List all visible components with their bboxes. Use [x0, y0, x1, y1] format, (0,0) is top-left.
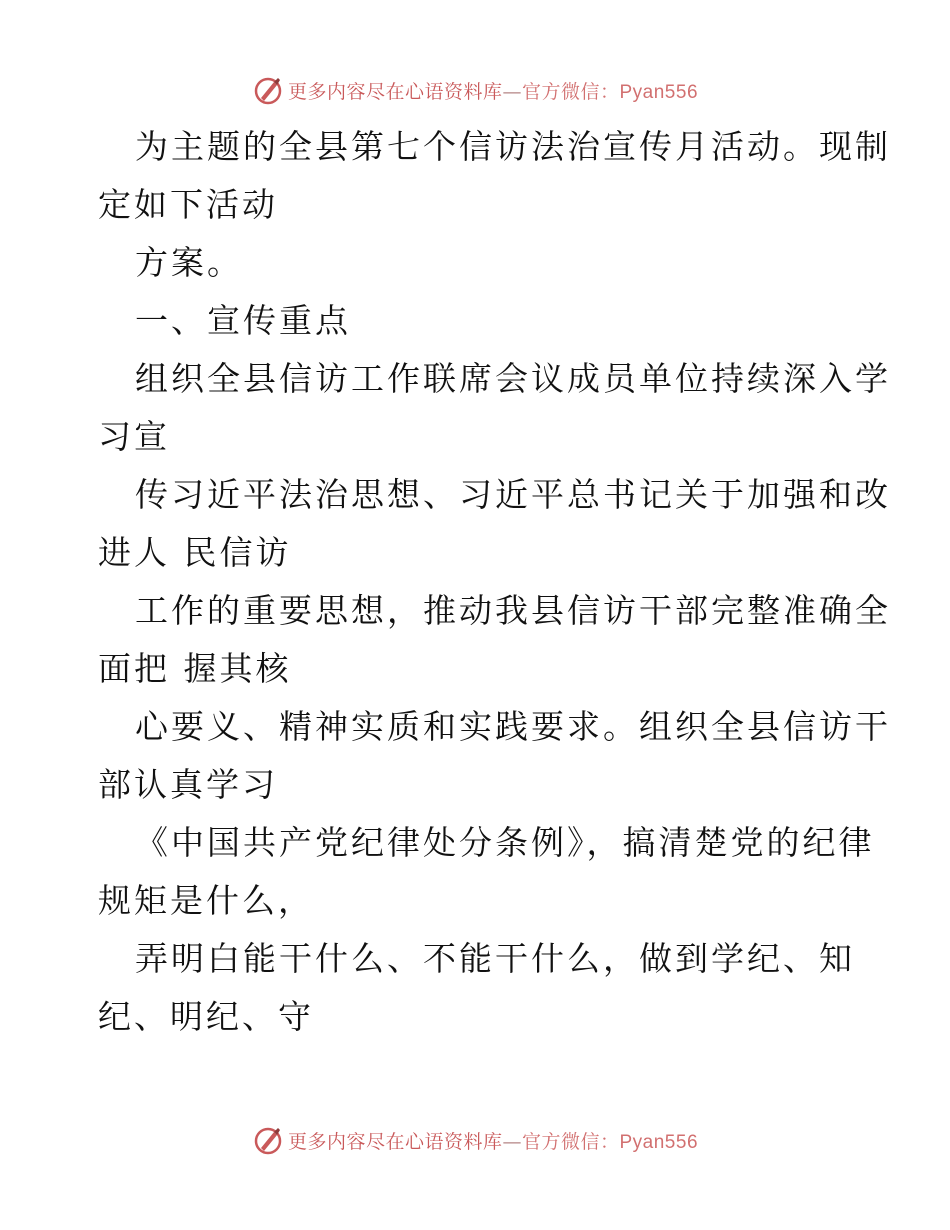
banner-slogan: 更多内容尽在心语资料库 — [287, 80, 503, 103]
section-heading: 一、宣传重点 — [135, 301, 351, 340]
body-line: 部认真学习 — [98, 765, 278, 804]
banner-separator: — — [502, 1130, 522, 1153]
banner-wechat: 官方微信：Pyan556 — [522, 81, 699, 103]
body-line: 《中国共产党纪律处分条例》，搞清楚党的纪律 — [135, 823, 875, 862]
banner-separator: — — [502, 80, 522, 103]
body-line: 心要义、精神实质和实践要求。组织全县信访干 — [135, 707, 891, 746]
body-line: 组织全县信访工作联席会议成员单位持续深入学 — [135, 359, 891, 398]
pen-logo-icon — [252, 1124, 284, 1156]
body-line: 规矩是什么， — [98, 881, 314, 920]
footer-banner — [0, 1120, 950, 1160]
banner-slogan: 更多内容尽在心语资料库 — [287, 1130, 503, 1153]
body-line: 纪、明纪、守 — [98, 997, 314, 1036]
body-line: 方案。 — [135, 243, 243, 282]
body-line: 定如下活动 — [98, 185, 278, 224]
body-line: 面把 握其核 — [98, 649, 292, 688]
pen-logo-icon — [252, 74, 284, 106]
body-line: 弄明白能干什么、不能干什么，做到学纪、知 — [135, 939, 855, 978]
body-line: 进人 民信访 — [98, 533, 292, 572]
banner-wechat: 官方微信：Pyan556 — [522, 1131, 699, 1153]
header-banner — [0, 70, 950, 110]
body-line: 为主题的全县第七个信访法治宣传月活动。现制 — [135, 127, 891, 166]
header-banner-text — [288, 77, 698, 104]
body-line: 传习近平法治思想、习近平总书记关于加强和改 — [135, 475, 891, 514]
body-line: 工作的重要思想，推动我县信访干部完整准确全 — [135, 591, 891, 630]
body-line: 习宣 — [98, 417, 170, 456]
document-body — [98, 118, 891, 1046]
footer-banner-text — [288, 1127, 698, 1154]
